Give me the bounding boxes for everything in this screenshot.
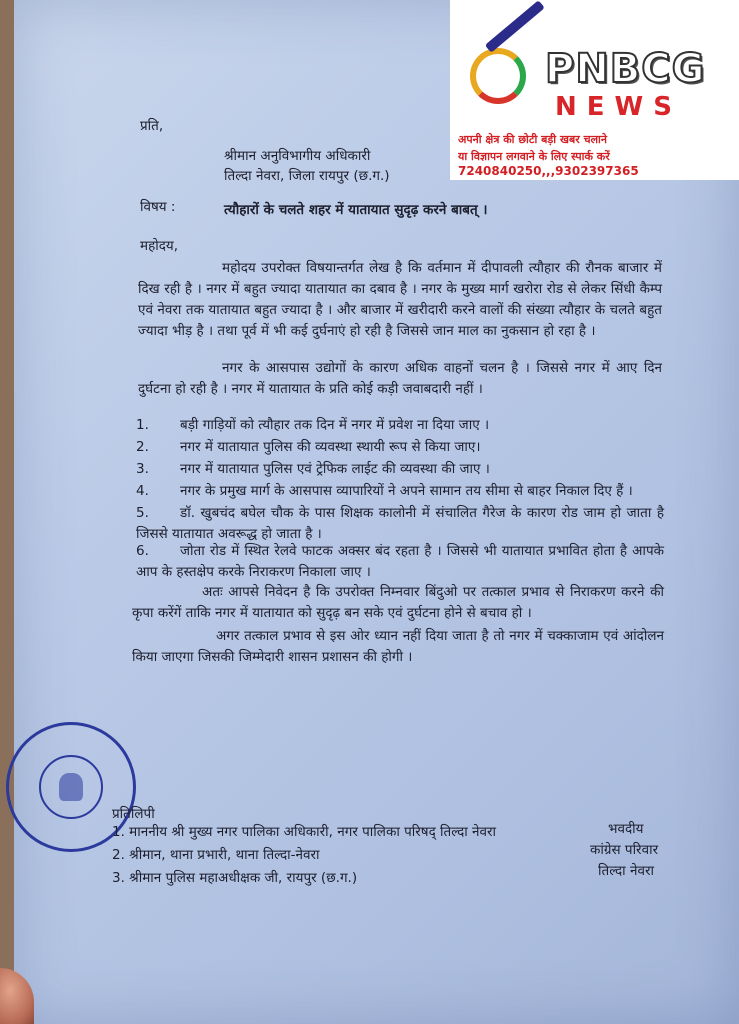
signoff-line-1: भवदीय bbox=[608, 821, 644, 837]
paragraph-3 bbox=[132, 582, 664, 624]
banner-line-1: अपनी क्षेत्र की छोटी बड़ी खबर चलाने bbox=[458, 133, 607, 146]
copy-item-2: 2. श्रीमान, थाना प्रभारी, थाना तिल्दा-नेवरा bbox=[112, 847, 320, 863]
point-6: 6. जोता रोड में स्थित रेलवे फाटक अक्सर बंद रहता है । जिससे भी यातायात प्रभावित होता है आपके आप के हस्तक्षेप करके निराकरण निकाला जाए । bbox=[136, 543, 664, 580]
banner-phones: 7240840250,,,9302397365 bbox=[458, 164, 639, 178]
copy-label: प्रतिलिपी bbox=[112, 806, 155, 822]
point-3: 3. नगर में यातायात पुलिस एवं ट्रेफिक लाईट की व्यवस्था की जाए । bbox=[136, 461, 490, 477]
subject-text: त्यौहारों के चलते शहर में यातायात सुदृढ़ करने बाबत् । bbox=[224, 202, 488, 218]
copy-item-1: 1. माननीय श्री मुख्य नगर पालिका अधिकारी, नगर पालिका परिषद् तिल्दा नेवरा bbox=[112, 824, 497, 840]
signoff-line-3: तिल्दा नेवरा bbox=[598, 863, 654, 879]
seal-inner-ring bbox=[39, 755, 103, 819]
paragraph-4-text: अगर तत्काल प्रभाव से इस ओर ध्यान नहीं दिया जाता है तो नगर में चक्काजाम एवं आंदोलन किया जाएगा जिसकी जिम्मेदारी शासन प्रशासन की होगी । bbox=[132, 628, 664, 665]
pen-icon bbox=[485, 0, 545, 53]
logo-bottom-text: NEWS bbox=[555, 92, 682, 122]
paragraph-1-text: महोदय उपरोक्त विषयान्तर्गत लेख है कि वर्तमान में दीपावली त्यौहार की रौनक बाजार में दिख रही है । नगर में बहुत ज्यादा यातायात का दबाव है । नगर के मुख्य मार्ग खरोरा रोड से लेकर सिंधी कैम्प एवं नेवरा तक यातायात बहुत ज्यादा है । और बाजार में खरीदारी करने वालों की संख्या त्यौहार के चलते बहुत ज्यादा भीड़ है । तथा पूर्व में भी कई दुर्घनाएं हो रही है जिससे जान माल का नुकसान हो रहा है । bbox=[138, 260, 662, 339]
paragraph-2 bbox=[138, 358, 662, 400]
point-4: 4. नगर के प्रमुख मार्ग के आसपास व्यापारियों ने अपने सामान तय सीमा से बाहर निकाल दिए हैं । bbox=[136, 483, 633, 499]
recipient-line-1: श्रीमान अनुविभागीय अधिकारी bbox=[224, 148, 371, 164]
copy-item-3: 3. श्रीमान पुलिस महाअधीक्षक जी, रायपुर (छ.ग.) bbox=[112, 870, 358, 886]
recipient-line-2: तिल्दा नेवरा, जिला रायपुर (छ.ग.) bbox=[224, 168, 390, 184]
emblem-icon bbox=[59, 773, 83, 801]
paragraph-2-text: नगर के आसपास उद्योगों के कारण अधिक वाहनों चलन है । जिससे नगर में आए दिन दुर्घटना हो रही है । नगर में यातायात के प्रति कोई कड़ी जवाबदारी नहीं । bbox=[138, 360, 662, 397]
news-watermark-banner bbox=[450, 0, 739, 180]
paragraph-3-text: अतः आपसे निवेदन है कि उपरोक्त निम्नवार बिंदुओ पर तत्काल प्रभाव से निराकरण करने की कृपा करेंगें ताकि नगर में यातायात को सुदृढ़ बन सके एवं दुर्घटना होने से बचाव हो । bbox=[132, 584, 664, 621]
banner-line-2: या विज्ञापन लगवाने के लिए स्पार्क करें bbox=[458, 150, 610, 163]
signoff-line-2: कांग्रेस परिवार bbox=[590, 842, 659, 858]
paragraph-1 bbox=[138, 258, 662, 342]
point-2: 2. नगर में यातायात पुलिस की व्यवस्था स्थायी रूप से किया जाए। bbox=[136, 439, 481, 455]
point-1: 1. बड़ी गाड़ियों को त्यौहार तक दिन में नगर में प्रवेश ना दिया जाए । bbox=[136, 417, 490, 433]
logo-ring-icon bbox=[470, 48, 526, 104]
subject-label: विषय : bbox=[140, 199, 176, 215]
point-5: 5. डॉ. खुबचंद बघेल चौक के पास शिक्षक कालोनी में संचालित गैरेज के कारण रोड जाम हो जाता है जिससे यातायात अवरूद्ध हो जाता है । bbox=[136, 505, 664, 542]
logo-top-text: PNBCG bbox=[545, 46, 706, 92]
to-label: प्रति, bbox=[140, 118, 164, 134]
paragraph-4 bbox=[132, 626, 664, 668]
salutation: महोदय, bbox=[140, 238, 179, 254]
